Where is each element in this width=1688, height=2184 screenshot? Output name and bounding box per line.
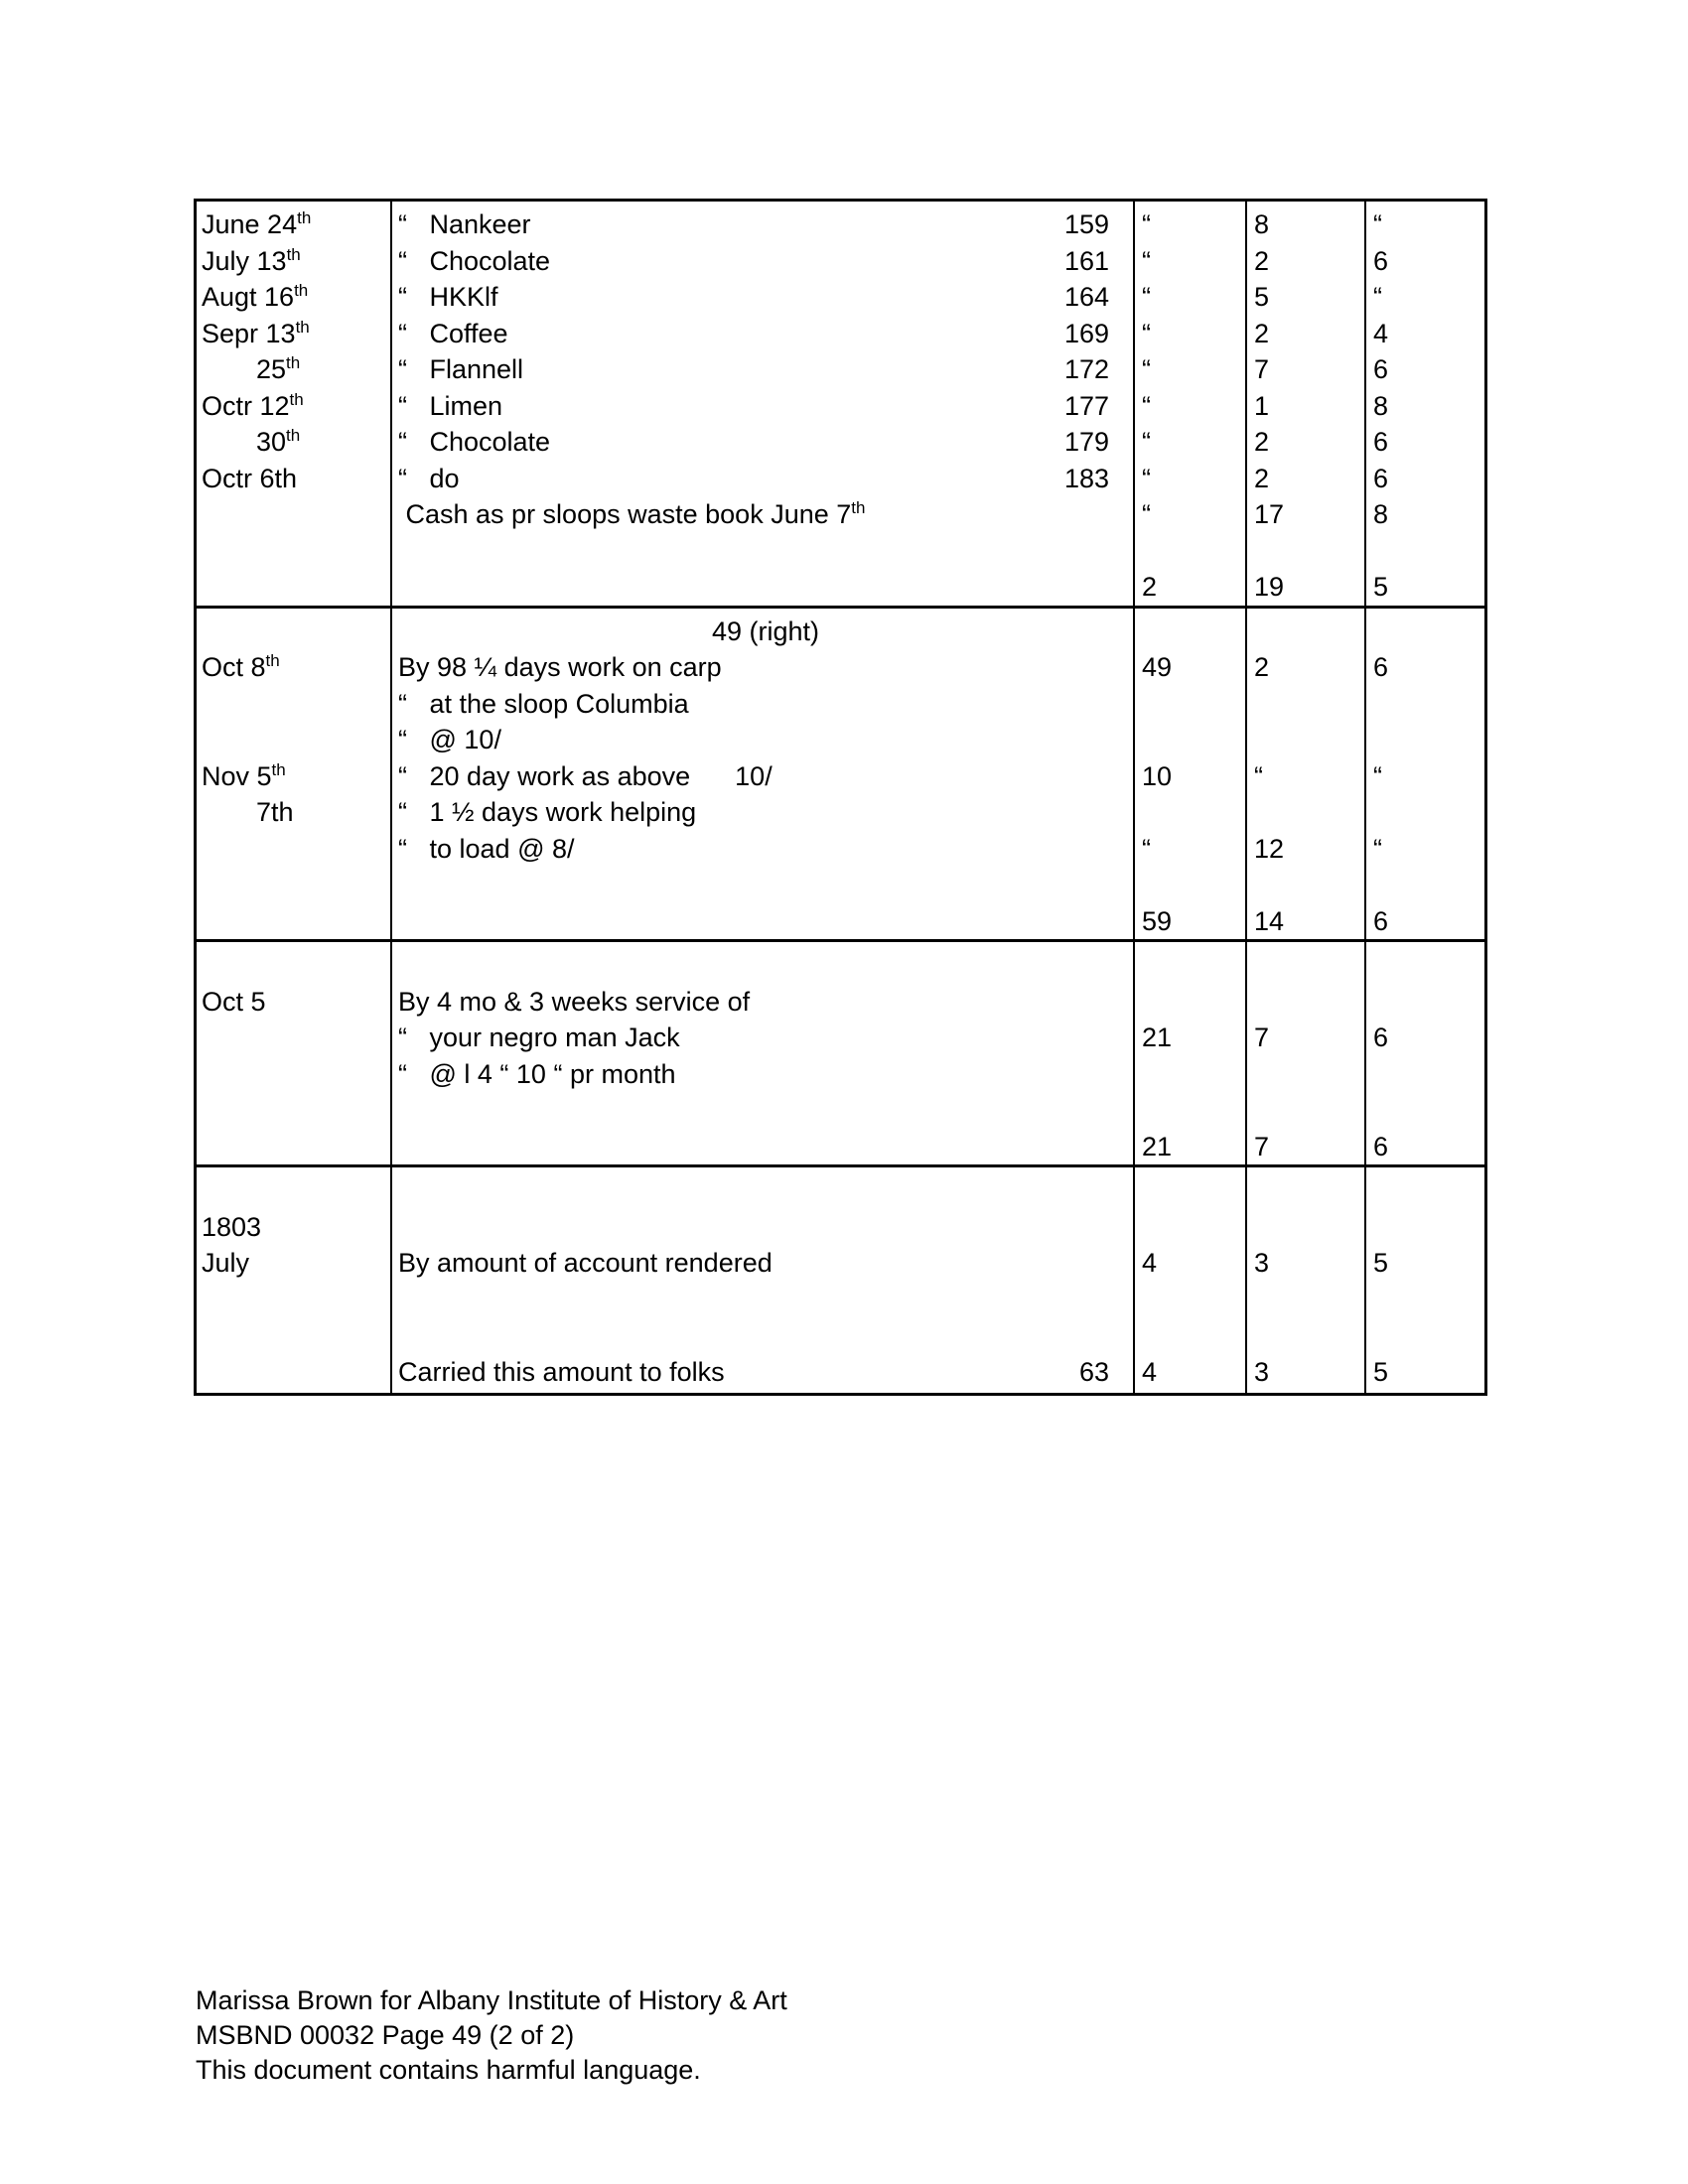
shillings-column (1247, 609, 1366, 940)
ledger-line (392, 903, 1133, 940)
ledger-line: 3 (1254, 1248, 1270, 1278)
ledger-line (392, 1172, 1133, 1209)
ledger-line (392, 1354, 1133, 1391)
pence-column (1366, 1167, 1484, 1393)
ledger-line: 2 (1254, 318, 1270, 348)
ledger-line: 7 (1254, 354, 1270, 384)
ledger-line: 4 (1142, 1356, 1158, 1387)
ledger-line (1247, 1317, 1364, 1354)
ledger-line: 6 (1373, 354, 1389, 384)
ledger-line (1247, 1056, 1364, 1093)
pounds-column (1135, 1167, 1247, 1393)
ledger-line (392, 569, 1133, 606)
ledger-line (1247, 1092, 1364, 1129)
description-text (398, 351, 523, 388)
ledger-line (197, 649, 390, 686)
ledger-line (197, 1172, 390, 1209)
ledger-line (1366, 867, 1484, 903)
ledger-line (392, 316, 1133, 352)
ledger-line: 8 (1373, 390, 1389, 421)
text-segment: “ your negro man Jack (398, 1023, 680, 1052)
ledger-line: “ (1142, 499, 1151, 529)
ledger-line: “ (1142, 463, 1151, 493)
ledger-line (1366, 1172, 1484, 1209)
ledger-page-number: 164 (1063, 282, 1109, 312)
ordinal-superscript: th (289, 389, 304, 409)
description-column (392, 942, 1135, 1164)
ledger-line (1247, 686, 1364, 723)
ordinal-superscript: th (286, 244, 301, 264)
text-segment: “ at the sloop Columbia (398, 688, 689, 719)
text-segment: “ 20 day work as above 10/ (398, 760, 773, 791)
ledger-line: 21 (1142, 1131, 1173, 1161)
ledger-line (197, 722, 390, 758)
ledger-line (392, 1129, 1133, 1165)
ledger-section-3 (197, 942, 1484, 1167)
ledger-line: 6 (1373, 463, 1389, 493)
ordinal-superscript: th (271, 759, 286, 779)
description-text (398, 984, 750, 1021)
ledger-line: 7 (1254, 1023, 1270, 1052)
ledger-line: 5 (1373, 572, 1389, 602)
ledger-line: “ (1142, 354, 1151, 384)
date-column (197, 1167, 392, 1393)
ledger-line (392, 794, 1133, 831)
ledger-line: 5 (1373, 1248, 1389, 1278)
ledger-line: 4 (1373, 318, 1389, 348)
description-text (398, 206, 531, 243)
ledger-line (197, 569, 390, 606)
ledger-line: 6 (1373, 1023, 1389, 1052)
text-segment: July (202, 1248, 250, 1278)
ledger-line (1135, 1282, 1245, 1318)
ordinal-superscript: th (265, 651, 280, 670)
ledger-line (392, 533, 1133, 570)
ledger-line (197, 1317, 390, 1354)
ledger-section-2 (197, 609, 1484, 943)
ledger-line (392, 1209, 1133, 1246)
ledger-line: 2 (1254, 245, 1270, 276)
ledger-line: “ (1142, 209, 1151, 239)
ledger-line: 17 (1254, 499, 1285, 529)
ledger-line (197, 1354, 390, 1391)
ledger-line (392, 461, 1133, 497)
ledger-line (197, 461, 390, 497)
ledger-line (392, 1020, 1133, 1056)
ledger-line: “ (1373, 760, 1382, 791)
ledger-line: 6 (1373, 427, 1389, 457)
ledger-line: 49 (1142, 652, 1173, 682)
text-segment: 7th (256, 797, 294, 827)
description-text (398, 831, 575, 868)
text-segment: Octr 12 (202, 390, 290, 421)
text-segment: “ @ 10/ (398, 725, 501, 754)
pence-column (1366, 202, 1484, 606)
text-segment: “ HKKlf (398, 282, 498, 312)
ledger-line (392, 1245, 1133, 1282)
ledger-line (197, 758, 390, 795)
ledger-line (392, 722, 1133, 758)
ledger-line (1135, 722, 1245, 758)
ledger-line (197, 206, 390, 243)
ledger-line (392, 1092, 1133, 1129)
ledger-line (1366, 984, 1484, 1021)
ledger-line (1135, 984, 1245, 1021)
ledger-line: “ (1142, 245, 1151, 276)
description-text (398, 1020, 680, 1056)
description-column (392, 202, 1135, 606)
ledger-line (1247, 794, 1364, 831)
ledger-line: 6 (1373, 905, 1389, 936)
ledger-line (1135, 533, 1245, 570)
description-text (398, 316, 508, 352)
description-text (398, 1245, 773, 1282)
ledger-line: 5 (1373, 1356, 1389, 1387)
ledger-line (392, 1282, 1133, 1318)
ledger-line (1247, 722, 1364, 758)
ledger-line: 1 (1254, 390, 1270, 421)
ledger-line (197, 903, 390, 940)
ledger-line (197, 388, 390, 425)
ordinal-superscript: th (286, 426, 301, 445)
text-segment: “ do (398, 463, 460, 493)
text-segment: Nov 5 (202, 760, 272, 791)
ledger-line: “ (1373, 282, 1382, 312)
text-segment: “ to load @ 8/ (398, 833, 575, 864)
ledger-line (1135, 794, 1245, 831)
ledger-section-4 (197, 1167, 1484, 1393)
ledger-page-number: 179 (1063, 427, 1109, 457)
description-text (398, 722, 501, 758)
description-text (398, 1354, 725, 1391)
text-segment: “ Flannell (398, 354, 524, 384)
ledger-line: “ (1142, 390, 1151, 421)
ledger-line (197, 686, 390, 723)
pence-column (1366, 942, 1484, 1164)
text-segment: Carried this amount to folks (398, 1356, 725, 1387)
ledger-line (1135, 686, 1245, 723)
ledger-line (392, 686, 1133, 723)
pounds-column (1135, 942, 1247, 1164)
text-segment: By 4 mo & 3 weeks service of (398, 986, 751, 1017)
ledger-line (1247, 1282, 1364, 1318)
ledger-page-number: 159 (1063, 209, 1109, 239)
ledger-line: 2 (1254, 463, 1270, 493)
ledger-page-number: 169 (1063, 318, 1109, 348)
ledger-line (1247, 867, 1364, 903)
text-segment: 1803 (202, 1211, 262, 1242)
ledger-line (197, 279, 390, 316)
ledger-line (197, 1209, 390, 1246)
ledger-line (197, 316, 390, 352)
text-segment: June 24 (202, 209, 298, 239)
ledger-line (197, 1056, 390, 1093)
text-segment: 30 (256, 427, 287, 457)
ledger-line: 2 (1254, 652, 1270, 682)
ordinal-superscript: th (851, 498, 866, 517)
ledger-line: “ (1373, 209, 1382, 239)
ledger-line (197, 243, 390, 280)
ledger-line (197, 351, 390, 388)
ledger-line (1135, 1172, 1245, 1209)
ledger-line (392, 279, 1133, 316)
ledger-line (197, 947, 390, 984)
ledger-line: 14 (1254, 905, 1285, 936)
ledger-line (197, 424, 390, 461)
ledger-table (194, 199, 1487, 1396)
ledger-line: “ (1142, 833, 1151, 864)
ledger-line: 12 (1254, 833, 1285, 864)
ledger-line (1247, 1172, 1364, 1209)
ledger-line (1135, 867, 1245, 903)
description-text (398, 388, 502, 425)
description-text (398, 424, 550, 461)
ledger-line (392, 351, 1133, 388)
ledger-line (1247, 614, 1364, 650)
ledger-line (392, 984, 1133, 1021)
footer-content-note: This document contains harmful language. (196, 2055, 701, 2085)
ledger-line: 6 (1373, 245, 1389, 276)
shillings-column (1247, 942, 1366, 1164)
ledger-line (1366, 686, 1484, 723)
ledger-line (1135, 1317, 1245, 1354)
shillings-column (1247, 1167, 1366, 1393)
ledger-line (392, 1317, 1133, 1354)
ledger-line: 3 (1254, 1356, 1270, 1387)
ledger-line (1135, 614, 1245, 650)
ledger-line (197, 496, 390, 533)
text-segment: 49 (right) (711, 615, 820, 646)
text-segment: By amount of account rendered (398, 1248, 773, 1278)
ledger-line: 2 (1254, 427, 1270, 457)
ledger-line (392, 496, 1133, 533)
text-segment: “ Chocolate (398, 427, 551, 457)
ledger-line (1366, 947, 1484, 984)
ledger-line: 59 (1142, 905, 1173, 936)
ledger-line (1247, 1209, 1364, 1246)
text-segment: Oct 8 (202, 652, 266, 682)
ledger-line: 10 (1142, 760, 1173, 791)
ledger-line: “ (1142, 282, 1151, 312)
ledger-line (197, 1129, 390, 1165)
ledger-page-number: 161 (1063, 245, 1109, 276)
shillings-column (1247, 202, 1366, 606)
ledger-line (1135, 947, 1245, 984)
text-segment: “ Chocolate (398, 245, 551, 276)
text-segment: “ Coffee (398, 318, 508, 348)
ledger-line (392, 243, 1133, 280)
ledger-line (197, 794, 390, 831)
ledger-line (1366, 1209, 1484, 1246)
ledger-line: 6 (1373, 652, 1389, 682)
ledger-line (392, 867, 1133, 903)
ledger-line (1366, 794, 1484, 831)
ledger-line (1366, 614, 1484, 650)
description-column (392, 1167, 1135, 1393)
text-segment: “ 1 ½ days work helping (398, 797, 697, 827)
footer-reference: MSBND 00032 Page 49 (2 of 2) (196, 2020, 575, 2050)
ledger-line (392, 649, 1133, 686)
ledger-line: “ (1142, 427, 1151, 457)
ledger-line (1135, 1056, 1245, 1093)
pounds-column (1135, 609, 1247, 940)
text-segment: Sepr 13 (202, 318, 296, 348)
ledger-page-number: 172 (1063, 354, 1109, 384)
ledger-line (197, 1282, 390, 1318)
description-column (392, 609, 1135, 940)
text-segment: Oct 5 (202, 986, 266, 1017)
text-segment: Octr 6th (202, 463, 298, 493)
ledger-line (1247, 984, 1364, 1021)
ledger-line (197, 614, 390, 650)
ordinal-superscript: th (297, 208, 312, 227)
ledger-line: “ (1254, 760, 1263, 791)
ledger-section-1 (197, 202, 1484, 609)
description-text (398, 461, 460, 497)
ledger-line (392, 758, 1133, 795)
text-segment: July 13 (202, 245, 287, 276)
ledger-line (197, 984, 390, 1021)
ledger-line (1366, 533, 1484, 570)
ledger-page-number: 63 (1078, 1356, 1109, 1387)
ledger-line: 5 (1254, 282, 1270, 312)
text-segment: “ Limen (398, 390, 503, 421)
ledger-line: 2 (1142, 572, 1158, 602)
text-segment: By 98 ¼ days work on carp (398, 652, 722, 682)
description-text (398, 279, 498, 316)
ledger-line: “ (1373, 833, 1382, 864)
description-text (398, 496, 865, 533)
text-segment: “ @ l 4 “ 10 “ pr month (398, 1058, 676, 1089)
ledger-line (1247, 947, 1364, 984)
ledger-line (197, 1245, 390, 1282)
ledger-line: “ (1142, 318, 1151, 348)
ledger-line (197, 1020, 390, 1056)
ledger-line: 21 (1142, 1023, 1173, 1052)
description-text (398, 1056, 676, 1093)
ledger-line (1247, 533, 1364, 570)
date-column (197, 202, 392, 606)
ledger-line (1366, 1317, 1484, 1354)
text-segment: Cash as pr sloops waste book June 7 (398, 499, 852, 529)
footer (196, 1983, 787, 2088)
ledger-line: 19 (1254, 572, 1285, 602)
ledger-line (1366, 1056, 1484, 1093)
ledger-line: 7 (1254, 1131, 1270, 1161)
pence-column (1366, 609, 1484, 940)
ledger-line (1366, 1092, 1484, 1129)
ledger-line: 4 (1142, 1248, 1158, 1278)
text-segment: Augt 16 (202, 282, 295, 312)
description-text (398, 243, 550, 280)
description-text (398, 686, 689, 723)
ledger-line (197, 533, 390, 570)
text-segment: 25 (256, 354, 287, 384)
ledger-line (1366, 1282, 1484, 1318)
footer-attribution: Marissa Brown for Albany Institute of History & Art (196, 1985, 787, 2015)
ordinal-superscript: th (294, 281, 309, 300)
ledger-page-number: 183 (1063, 463, 1109, 493)
date-column (197, 609, 392, 940)
ordinal-superscript: th (295, 317, 310, 337)
ledger-line (392, 388, 1133, 425)
ledger-line (197, 867, 390, 903)
pounds-column (1135, 202, 1247, 606)
text-segment: “ Nankeer (398, 209, 531, 239)
ledger-line (392, 424, 1133, 461)
description-text (398, 794, 696, 831)
ordinal-superscript: th (286, 353, 301, 372)
description-text (398, 758, 773, 795)
description-text (712, 614, 819, 650)
ledger-line: 6 (1373, 1131, 1389, 1161)
ledger-line (197, 1092, 390, 1129)
date-column (197, 942, 392, 1164)
ledger-line (1135, 1092, 1245, 1129)
ledger-line (392, 206, 1133, 243)
ledger-line (1135, 1209, 1245, 1246)
ledger-line: 8 (1373, 499, 1389, 529)
ledger-line (392, 1056, 1133, 1093)
ledger-line (197, 831, 390, 868)
ledger-line (1366, 722, 1484, 758)
ledger-page-number: 177 (1063, 390, 1109, 421)
description-text (398, 649, 722, 686)
ledger-line: 8 (1254, 209, 1270, 239)
ledger-line (392, 947, 1133, 984)
ledger-line (392, 614, 1133, 650)
ledger-line (392, 831, 1133, 868)
